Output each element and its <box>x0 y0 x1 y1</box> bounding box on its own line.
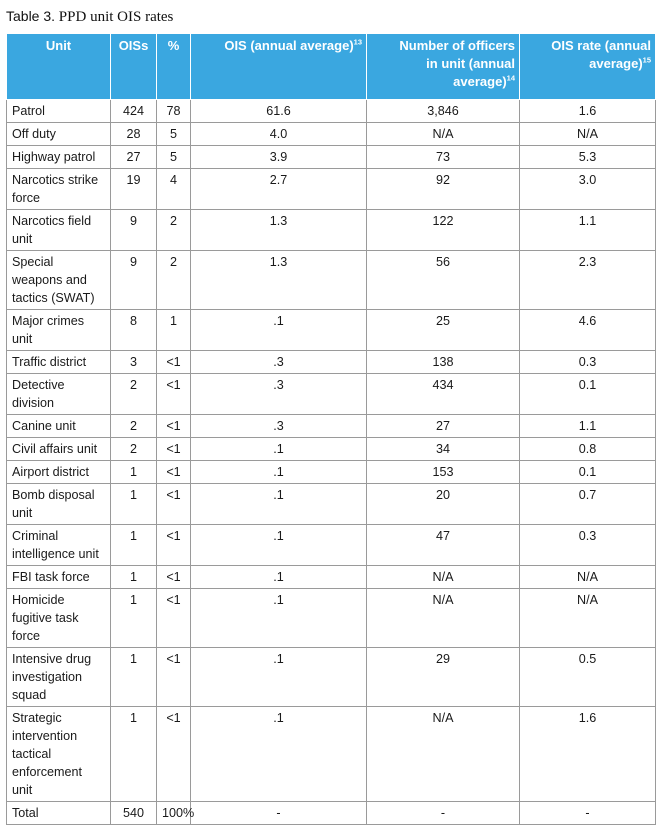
rate-cell: - <box>520 802 656 825</box>
col-header-oiss: OISs <box>111 34 157 100</box>
table-row <box>7 310 656 351</box>
officers-cell: 29 <box>367 648 520 707</box>
oiss-cell: 8 <box>111 310 157 351</box>
total-row <box>7 802 656 825</box>
unit-cell: Off duty <box>7 123 111 146</box>
percent-cell: 78 <box>157 100 191 123</box>
ois-avg-cell: 1.3 <box>191 251 367 310</box>
percent-cell: <1 <box>157 525 191 566</box>
oiss-cell: 27 <box>111 146 157 169</box>
percent-cell: 5 <box>157 146 191 169</box>
unit-cell: Bomb disposal unit <box>7 484 111 525</box>
oiss-cell: 2 <box>111 415 157 438</box>
oiss-cell: 1 <box>111 648 157 707</box>
officers-cell: - <box>367 802 520 825</box>
officers-cell: N/A <box>367 566 520 589</box>
caption-text: PPD unit OIS rates <box>55 9 174 25</box>
percent-cell: <1 <box>157 648 191 707</box>
oiss-cell: 9 <box>111 210 157 251</box>
officers-cell: 20 <box>367 484 520 525</box>
percent-cell: <1 <box>157 589 191 648</box>
table-row <box>7 251 656 310</box>
oiss-cell: 1 <box>111 461 157 484</box>
table-row <box>7 146 656 169</box>
oiss-cell: 1 <box>111 707 157 802</box>
oiss-cell: 2 <box>111 438 157 461</box>
rate-cell: 0.8 <box>520 438 656 461</box>
ois-avg-cell: .3 <box>191 351 367 374</box>
rate-cell: 1.1 <box>520 415 656 438</box>
unit-cell: Civil affairs unit <box>7 438 111 461</box>
footnote-15: 15 <box>642 55 651 65</box>
percent-cell: <1 <box>157 351 191 374</box>
rate-cell: 3.0 <box>520 169 656 210</box>
officers-cell: 56 <box>367 251 520 310</box>
ois-avg-cell: .3 <box>191 415 367 438</box>
percent-cell: 4 <box>157 169 191 210</box>
ois-avg-cell: 1.3 <box>191 210 367 251</box>
unit-cell: Major crimes unit <box>7 310 111 351</box>
table-row <box>7 648 656 707</box>
unit-cell: Homicide fugitive task force <box>7 589 111 648</box>
table-row <box>7 169 656 210</box>
percent-cell: <1 <box>157 707 191 802</box>
officers-cell: 73 <box>367 146 520 169</box>
officers-cell: 25 <box>367 310 520 351</box>
caption-label: Table 3. <box>6 8 56 24</box>
oiss-cell: 424 <box>111 100 157 123</box>
ois-avg-cell: .1 <box>191 525 367 566</box>
table-row <box>7 484 656 525</box>
officers-cell: 34 <box>367 438 520 461</box>
percent-cell: 2 <box>157 251 191 310</box>
col-header-ois-rate <box>520 34 656 100</box>
percent-cell: 1 <box>157 310 191 351</box>
officers-cell: 153 <box>367 461 520 484</box>
rate-cell: 0.3 <box>520 525 656 566</box>
percent-cell: 2 <box>157 210 191 251</box>
table-row <box>7 415 656 438</box>
oiss-cell: 3 <box>111 351 157 374</box>
ois-rates-table <box>6 33 656 825</box>
officers-cell: N/A <box>367 123 520 146</box>
rate-cell: 0.1 <box>520 461 656 484</box>
rate-header-line-1: OIS rate (annual <box>551 38 651 53</box>
col-header-percent: % <box>157 34 191 100</box>
percent-cell: 100% <box>157 802 191 825</box>
ois-avg-cell: .1 <box>191 566 367 589</box>
rate-cell: 4.6 <box>520 310 656 351</box>
percent-cell: <1 <box>157 415 191 438</box>
rate-cell: N/A <box>520 589 656 648</box>
oiss-cell: 1 <box>111 484 157 525</box>
unit-cell: Patrol <box>7 100 111 123</box>
table-row <box>7 707 656 802</box>
officers-header-line-2: in unit (annual <box>426 56 515 71</box>
unit-cell: Strategic intervention tactical enforcement unit <box>7 707 111 802</box>
officers-cell: 27 <box>367 415 520 438</box>
unit-cell: Total <box>7 802 111 825</box>
table-row <box>7 123 656 146</box>
unit-cell: Traffic district <box>7 351 111 374</box>
rate-cell: N/A <box>520 566 656 589</box>
rate-cell: 1.1 <box>520 210 656 251</box>
footnote-14: 14 <box>506 73 515 83</box>
ois-avg-cell: .1 <box>191 461 367 484</box>
footnote-13: 13 <box>353 37 362 47</box>
unit-cell: FBI task force <box>7 566 111 589</box>
ois-avg-cell: .1 <box>191 648 367 707</box>
ois-avg-cell: - <box>191 802 367 825</box>
officers-cell: 92 <box>367 169 520 210</box>
ois-avg-cell: .1 <box>191 438 367 461</box>
percent-cell: <1 <box>157 566 191 589</box>
rate-cell: 0.1 <box>520 374 656 415</box>
oiss-cell: 2 <box>111 374 157 415</box>
unit-cell: Narcotics strike force <box>7 169 111 210</box>
unit-cell: Criminal intelligence unit <box>7 525 111 566</box>
table-row <box>7 438 656 461</box>
ois-avg-cell: .3 <box>191 374 367 415</box>
ois-avg-cell: 4.0 <box>191 123 367 146</box>
oiss-cell: 1 <box>111 525 157 566</box>
unit-cell: Highway patrol <box>7 146 111 169</box>
percent-cell: <1 <box>157 374 191 415</box>
col-header-unit: Unit <box>7 34 111 100</box>
oiss-cell: 540 <box>111 802 157 825</box>
officers-cell: 138 <box>367 351 520 374</box>
officers-cell: 122 <box>367 210 520 251</box>
unit-cell: Airport district <box>7 461 111 484</box>
rate-cell: 0.7 <box>520 484 656 525</box>
ois-avg-cell: .1 <box>191 310 367 351</box>
unit-cell: Intensive drug investigation squad <box>7 648 111 707</box>
unit-cell: Special weapons and tactics (SWAT) <box>7 251 111 310</box>
rate-cell: N/A <box>520 123 656 146</box>
rate-cell: 2.3 <box>520 251 656 310</box>
rate-cell: 0.5 <box>520 648 656 707</box>
percent-cell: <1 <box>157 461 191 484</box>
table-row <box>7 461 656 484</box>
officers-cell: N/A <box>367 589 520 648</box>
officers-header-line-1: Number of officers <box>399 38 515 53</box>
table-row <box>7 100 656 123</box>
officers-cell: 47 <box>367 525 520 566</box>
oiss-cell: 9 <box>111 251 157 310</box>
table-row <box>7 351 656 374</box>
header-row <box>7 34 656 100</box>
ois-avg-cell: 61.6 <box>191 100 367 123</box>
ois-avg-cell: 2.7 <box>191 169 367 210</box>
rate-cell: 0.3 <box>520 351 656 374</box>
ois-avg-cell: .1 <box>191 589 367 648</box>
rate-cell: 1.6 <box>520 707 656 802</box>
rate-cell: 5.3 <box>520 146 656 169</box>
col-header-ois-annual-average <box>191 34 367 100</box>
officers-cell: 434 <box>367 374 520 415</box>
ois-avg-cell: 3.9 <box>191 146 367 169</box>
table-row <box>7 566 656 589</box>
percent-cell: <1 <box>157 484 191 525</box>
officers-header-line-3: average)$^{14}$ <box>453 73 515 89</box>
table-row <box>7 374 656 415</box>
rate-cell: 1.6 <box>520 100 656 123</box>
rate-header-line-2: average)$^{15}$ <box>589 55 651 71</box>
officers-cell: 3,846 <box>367 100 520 123</box>
table-row <box>7 589 656 648</box>
percent-cell: 5 <box>157 123 191 146</box>
table-row <box>7 210 656 251</box>
unit-cell: Canine unit <box>7 415 111 438</box>
unit-cell: Detective division <box>7 374 111 415</box>
ois-avg-cell: .1 <box>191 484 367 525</box>
ois-avg-label: OIS (annual average) <box>224 38 354 53</box>
oiss-cell: 19 <box>111 169 157 210</box>
table-caption <box>6 8 173 26</box>
col-header-officers-in-unit <box>367 34 520 100</box>
oiss-cell: 1 <box>111 589 157 648</box>
ois-avg-cell: .1 <box>191 707 367 802</box>
oiss-cell: 1 <box>111 566 157 589</box>
unit-cell: Narcotics field unit <box>7 210 111 251</box>
table-row <box>7 525 656 566</box>
percent-cell: <1 <box>157 438 191 461</box>
oiss-cell: 28 <box>111 123 157 146</box>
officers-cell: N/A <box>367 707 520 802</box>
